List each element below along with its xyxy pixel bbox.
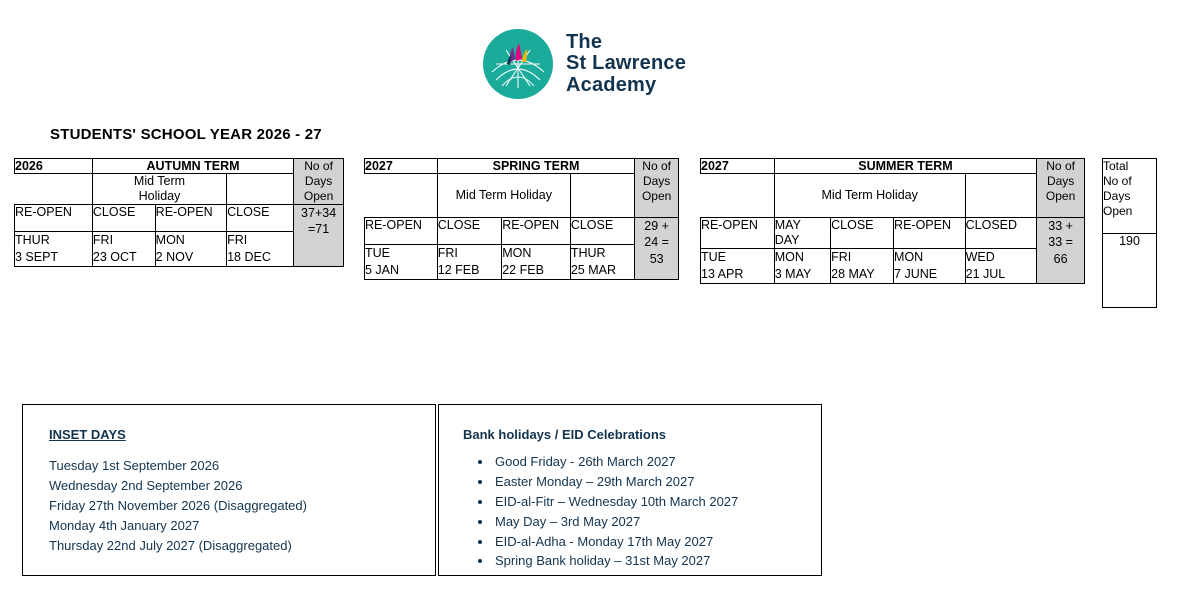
autumn-date-4	[227, 232, 294, 267]
table-row	[365, 218, 679, 245]
inset-days-list	[49, 456, 435, 555]
bank-holidays-box	[438, 404, 822, 576]
summer-days-total	[1037, 218, 1085, 284]
spring-year: 2027	[365, 159, 438, 174]
autumn-days-open-header	[294, 159, 344, 205]
spring-term-table	[364, 158, 679, 280]
table-row	[701, 159, 1085, 174]
spring-date-3-date: 22 FEB	[502, 262, 544, 277]
summer-date-2-day: MON	[774, 250, 804, 264]
spring-label-2: CLOSE	[437, 218, 501, 245]
total-header-line4: Open	[1103, 204, 1133, 218]
logo-mark-icon	[482, 28, 554, 100]
summer-days-open-header	[1037, 159, 1085, 218]
logo-line-academy: Academy	[566, 73, 657, 96]
summer-spacer-right	[965, 174, 1037, 218]
list-item: Friday 27th November 2026 (Disaggregated)	[49, 497, 307, 513]
days-open-line2: Days	[1046, 174, 1075, 188]
autumn-label-3: RE-OPEN	[155, 205, 226, 232]
logo-line-the: The	[566, 30, 603, 53]
days-open-line3: Open	[1045, 189, 1076, 203]
total-header-line1: Total	[1103, 159, 1129, 173]
summer-mid-term-holiday: Mid Term Holiday	[774, 174, 965, 218]
days-open-line2: Days	[304, 174, 333, 188]
table-row	[701, 249, 1085, 284]
total-days-table	[1102, 158, 1157, 308]
page-title: STUDENTS' SCHOOL YEAR 2026 - 27	[50, 126, 322, 143]
summer-date-4	[894, 249, 966, 284]
summer-date-2-date: 3 MAY	[774, 266, 812, 281]
autumn-date-1-day: THUR	[15, 233, 50, 247]
spring-label-1: RE-OPEN	[365, 218, 438, 245]
summer-label-3: CLOSE	[831, 218, 894, 249]
days-open-line1: No of	[304, 159, 333, 173]
list-item: Tuesday 1st September 2026	[49, 458, 220, 473]
spring-spacer-right	[570, 174, 634, 218]
days-open-line2: Days	[642, 174, 671, 188]
autumn-date-2	[92, 232, 155, 267]
spring-date-1-date: 5 JAN	[365, 262, 400, 277]
list-item: Thursday 22nd July 2027 (Disaggregated)	[49, 537, 292, 553]
table-row	[701, 174, 1085, 218]
mid-term-line1: Mid Term	[133, 174, 186, 188]
summer-date-2	[774, 249, 830, 284]
summer-label-2-line2: DAY	[774, 233, 800, 247]
summer-date-5-date: 21 JUL	[965, 266, 1006, 281]
summer-date-3-day: FRI	[831, 250, 852, 264]
autumn-days-total	[294, 205, 344, 267]
mid-term-line2: Holiday	[138, 189, 181, 203]
summer-label-4: RE-OPEN	[894, 218, 966, 249]
total-header-line2: No of	[1103, 174, 1132, 188]
table-row	[15, 159, 344, 174]
autumn-date-1	[15, 232, 93, 267]
summer-term-name: SUMMER TERM	[774, 159, 1036, 174]
autumn-mid-term-holiday	[92, 174, 226, 205]
autumn-term-table	[14, 158, 344, 267]
summer-label-5: CLOSED	[965, 218, 1037, 249]
summer-date-1	[701, 249, 775, 284]
spring-date-4-date: 25 MAR	[570, 262, 616, 277]
autumn-spacer-right	[227, 174, 294, 205]
autumn-date-3	[155, 232, 226, 267]
spring-date-1	[365, 245, 438, 280]
summer-date-5-day: WED	[965, 250, 995, 264]
spring-total-line1: 29 +	[644, 219, 669, 233]
summer-label-1: RE-OPEN	[701, 218, 775, 249]
summer-year: 2027	[701, 159, 775, 174]
days-open-line3: Open	[641, 189, 672, 203]
autumn-date-2-date: 23 OCT	[92, 249, 137, 264]
autumn-date-2-day: FRI	[92, 233, 114, 247]
spring-total-line3: 53	[649, 251, 664, 266]
school-logo	[482, 28, 686, 100]
autumn-label-2: CLOSE	[92, 205, 155, 232]
summer-date-1-date: 13 APR	[701, 266, 744, 281]
spring-days-total	[635, 218, 679, 280]
table-row	[701, 218, 1085, 249]
spring-spacer-left	[365, 174, 438, 218]
summer-total-line1: 33 +	[1048, 219, 1073, 233]
autumn-label-1: RE-OPEN	[15, 205, 93, 232]
table-row	[15, 205, 344, 232]
inset-days-title: INSET DAYS	[49, 427, 126, 442]
inset-days-box	[22, 404, 436, 576]
summer-term-table	[700, 158, 1085, 284]
autumn-date-1-date: 3 SEPT	[15, 249, 59, 264]
autumn-term-name: AUTUMN TERM	[92, 159, 293, 174]
table-row	[365, 174, 679, 218]
spring-date-4	[570, 245, 634, 280]
spring-date-3	[502, 245, 571, 280]
summer-date-3-date: 28 MAY	[831, 266, 875, 281]
spring-total-line2: 24 =	[644, 235, 669, 250]
spring-date-4-day: THUR	[570, 246, 606, 260]
list-item: • EID-al-Adha - Monday 17th May 2027	[493, 532, 821, 552]
table-row	[1103, 159, 1157, 234]
list-item: • Spring Bank holiday – 31st May 2027	[493, 551, 821, 571]
summer-total-line2: 33 =	[1048, 235, 1073, 250]
list-item: Wednesday 2nd September 2026	[49, 477, 243, 493]
days-open-line1: No of	[642, 159, 671, 173]
bank-holidays-list	[463, 452, 821, 571]
list-item: • Good Friday - 26th March 2027	[493, 452, 821, 472]
total-days-header	[1103, 159, 1157, 234]
total-days-value: 190	[1103, 234, 1157, 308]
spring-date-2-date: 12 FEB	[437, 262, 480, 277]
autumn-spacer-left	[15, 174, 93, 205]
list-item: • Easter Monday – 29th March 2027	[493, 472, 821, 492]
spring-label-4: CLOSE	[570, 218, 634, 245]
summer-date-3	[831, 249, 894, 284]
logo-line-stlawrence: St Lawrence	[566, 52, 687, 75]
summer-spacer-left	[701, 174, 775, 218]
spring-mid-term-holiday: Mid Term Holiday	[437, 174, 570, 218]
summer-label-2	[774, 218, 830, 249]
autumn-date-4-date: 18 DEC	[227, 249, 271, 264]
days-open-line1: No of	[1046, 159, 1075, 173]
table-row	[365, 159, 679, 174]
bank-holidays-title: Bank holidays / EID Celebrations	[463, 427, 666, 442]
list-item: • EID-al-Fitr – Wednesday 10th March 2027	[493, 492, 821, 512]
days-open-line3: Open	[303, 189, 334, 203]
table-row	[365, 245, 679, 280]
autumn-label-4: CLOSE	[227, 205, 294, 232]
spring-date-2-day: FRI	[437, 246, 458, 260]
autumn-total-line2: =71	[307, 222, 330, 237]
summer-label-2-line1: MAY	[774, 218, 801, 232]
autumn-date-3-day: MON	[155, 233, 185, 247]
spring-date-2	[437, 245, 501, 280]
autumn-date-4-day: FRI	[227, 233, 248, 247]
summer-date-5	[965, 249, 1037, 284]
summer-date-4-date: 7 JUNE	[894, 266, 938, 281]
spring-label-3: RE-OPEN	[502, 218, 571, 245]
spring-term-name: SPRING TERM	[437, 159, 635, 174]
autumn-year: 2026	[15, 159, 93, 174]
spring-date-3-day: MON	[502, 246, 532, 260]
autumn-date-3-date: 2 NOV	[155, 249, 194, 264]
summer-date-1-day: TUE	[701, 250, 726, 264]
logo-wordmark	[566, 32, 686, 97]
autumn-total-line1: 37+34	[301, 206, 337, 220]
list-item: Monday 4th January 2027	[49, 517, 200, 533]
total-header-line3: Days	[1103, 189, 1131, 203]
spring-days-open-header	[635, 159, 679, 218]
table-row	[1103, 234, 1157, 308]
spring-date-1-day: TUE	[365, 246, 390, 260]
list-item: • May Day – 3rd May 2027	[493, 512, 821, 532]
summer-total-line3: 66	[1053, 251, 1068, 266]
summer-date-4-day: MON	[894, 250, 924, 264]
